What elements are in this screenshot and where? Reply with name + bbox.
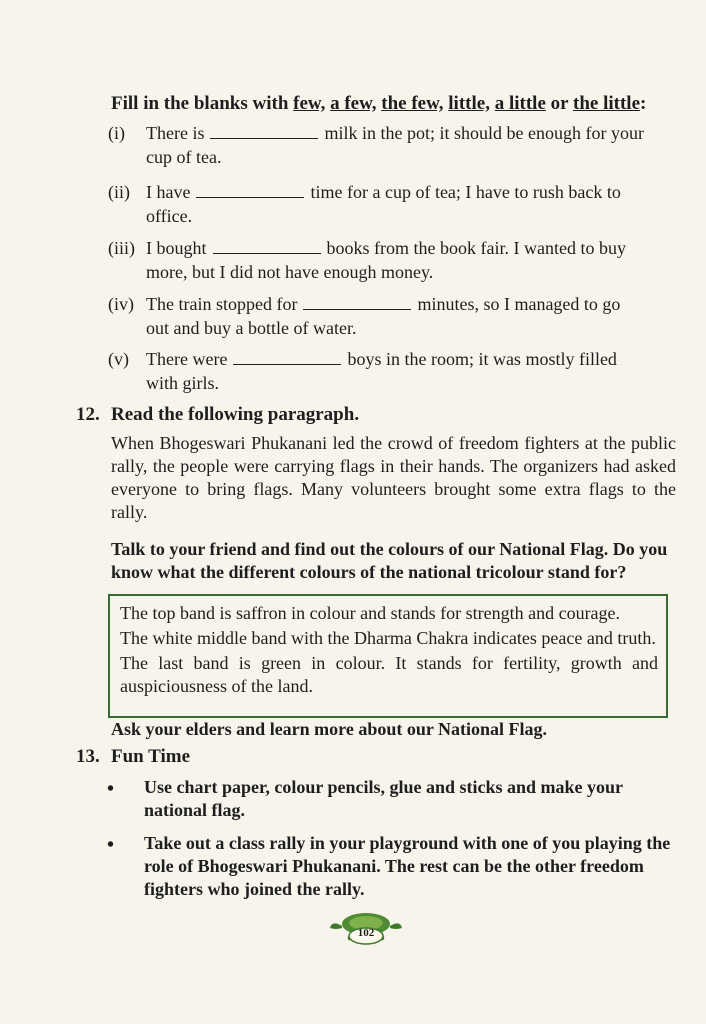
item-text-before: The train stopped for xyxy=(146,294,298,314)
section-12-title: Read the following paragraph. xyxy=(111,404,360,425)
item-text-before: There is xyxy=(146,123,205,143)
box-line-white: The white middle band with the Dharma Chakra indicates peace and truth. xyxy=(120,628,656,648)
item-text-before: There were xyxy=(146,349,228,369)
exercise-item xyxy=(108,236,688,284)
flag-answer-box xyxy=(108,594,668,718)
word-a-little: a little xyxy=(494,93,546,114)
section-13-title: Fun Time xyxy=(111,746,191,767)
item-number: (v) xyxy=(108,349,129,369)
exercise-item xyxy=(108,292,688,340)
bullet-icon: • xyxy=(107,834,115,856)
exercise-item xyxy=(108,180,688,228)
item-text-line2: more, but I did not have enough money. xyxy=(146,262,434,282)
box-line-green: The last band is green in colour. It stands for fertility, growth and auspiciousness of the land. xyxy=(120,653,658,696)
item-text-before: I bought xyxy=(146,238,207,258)
item-text-after: books from the book fair. I wanted to buy xyxy=(326,238,626,258)
answer-blank[interactable] xyxy=(213,239,321,254)
item-text-after: time for a cup of tea; I have to rush back to xyxy=(310,182,621,202)
rally-paragraph: When Bhogeswari Phukanani led the crowd of freedom fighters at the public rally, the people were carrying flags in their hands. The organizers had asked everyone to bring flags. Many volunteers brought some extra flags to the rally. xyxy=(111,433,676,522)
word-the-little: the little xyxy=(573,93,641,114)
section-12-number: 12. xyxy=(76,404,100,425)
box-line-saffron: The top band is saffron in colour and stands for strength and courage. xyxy=(120,603,621,623)
item-text-after: milk in the pot; it should be enough for your xyxy=(324,123,644,143)
answer-blank[interactable] xyxy=(233,350,341,365)
item-text-line2: with girls. xyxy=(146,373,220,393)
page-number: 102 xyxy=(357,927,375,939)
flag-question: Talk to your friend and find out the colours of our National Flag. Do you know what the different colours of the national tricolour stand for? xyxy=(111,539,668,582)
item-text-line2: out and buy a bottle of water. xyxy=(146,318,357,338)
section-13-number: 13. xyxy=(76,746,100,767)
heading-prefix: Fill in the blanks with xyxy=(111,93,294,114)
item-number: (iii) xyxy=(108,238,135,258)
word-little: little, xyxy=(448,93,490,114)
word-the-few: the few, xyxy=(381,93,444,114)
answer-blank[interactable] xyxy=(196,183,304,198)
item-number: (i) xyxy=(108,123,125,143)
ask-elders-text: Ask your elders and learn more about our National Flag. xyxy=(111,719,548,739)
item-number: (iv) xyxy=(108,294,134,314)
fill-blanks-heading xyxy=(111,92,691,116)
item-text-line2: cup of tea. xyxy=(146,147,222,167)
item-text-after: boys in the room; it was mostly filled xyxy=(347,349,617,369)
answer-blank[interactable] xyxy=(303,295,411,310)
exercise-item xyxy=(108,121,688,169)
answer-blank[interactable] xyxy=(210,124,318,139)
heading-or: or xyxy=(545,93,573,114)
word-a-few: a few, xyxy=(330,93,377,114)
heading-colon: : xyxy=(640,93,647,114)
exercise-item xyxy=(108,347,688,395)
fun-time-item: Take out a class rally in your playground with one of you playing the role of Bhogeswari Phukanani. The rest can be the other freedom fighters who joined the rally. xyxy=(144,833,671,899)
word-few: few, xyxy=(293,93,326,114)
item-number: (ii) xyxy=(108,182,130,202)
item-text-before: I have xyxy=(146,182,191,202)
item-text-after: minutes, so I managed to go xyxy=(417,294,621,314)
item-text-line2: office. xyxy=(146,206,193,226)
fun-time-item: Use chart paper, colour pencils, glue and sticks and make your national flag. xyxy=(144,777,623,820)
bullet-icon: • xyxy=(107,778,115,800)
